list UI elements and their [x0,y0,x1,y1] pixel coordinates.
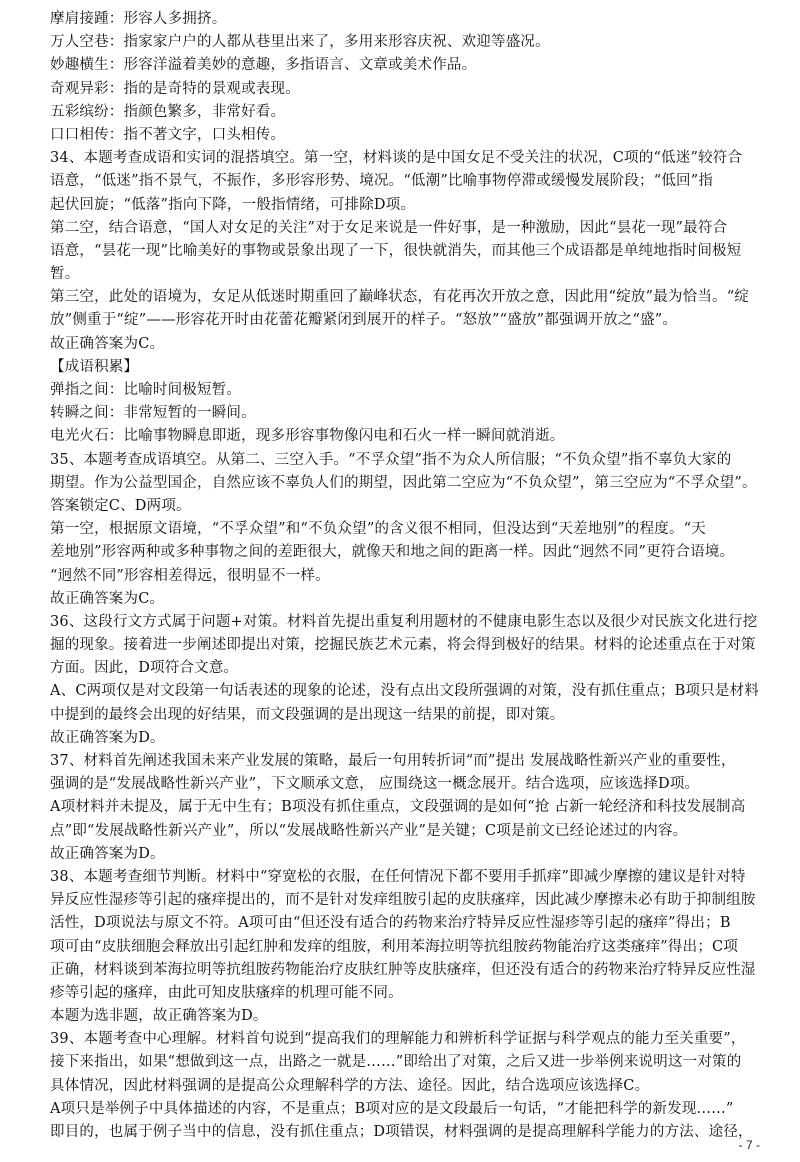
text-line: 故正确答案为C。 [50,590,165,607]
text-line: 摩肩接踵：形容人多拥挤。 [50,11,227,27]
text-line: 【成语积累】 [50,358,139,375]
text-line: 故正确答案为D。 [50,729,165,746]
text-line: 语意，“昙花一现”比喻美好的事物或景象出现了一下，很快就消失，而其他三个成语都是单纯地指时间极短 [50,242,742,259]
text-line: A项材料并未提及，属于无中生有；B项没有抓住重点，文段强调的是如何“抢 占新一轮经济和科技发展制高 [50,799,746,816]
text-line: 口口相传：指不著文字，口头相传。 [50,126,286,143]
text-line: 异反应性湿疹等引起的瘙痒提出的，而不是针对发痒组胺引起的皮肤瘙痒，因此减少摩擦未必有助于抑制组胺 [50,892,756,909]
text-line: 第二空，结合语意，“国人对女足的关注”对于女足来说是一件好事，是一种激励，因此“昙花一现”最符合 [50,219,728,236]
text-line: 具体情况，因此材料强调的是提高公众理解科学的方法、途径。因此，结合选项应该选择C。 [50,1077,650,1094]
text-line: 39、本题考查中心理解。材料首句说到“提高我们的理解能力和辨析科学证据与科学观点的能力至关重要”， [50,1031,746,1048]
text-line: 掘的现象。接着进一步阐述即提出对策，挖掘民族艺术元素，将会得到极好的结果。材料的论述重点在于对策 [50,637,756,654]
text-line: 妙趣横生：形容洋溢着美妙的意趣，多指语言、文章或美术作品。 [50,57,477,74]
page-number: - 7 - [738,1138,760,1152]
text-line: 强调的是“发展战略性新兴产业”，下文顺承文意， 应围绕这一概念展开。结合选项，应该选择D项。 [50,776,700,793]
text-line: 疹等引起的瘙痒，由此可知皮肤瘙痒的机理可能不同。 [50,984,403,1001]
text-line: 中提到的最终会出现的好结果，而文段强调的是出现这一结果的前提，即对策。 [50,706,565,723]
text-line: 接下来指出，如果“想做到这一点，出路之一就是……”即给出了对策，之后又进一步举例来说明这一对策的 [50,1054,742,1071]
text-line: 即目的，也属于例子当中的信息，没有抓住重点；D项错误，材料强调的是提高理解科学能力的方法、途径， [50,1124,753,1140]
text-line: 期望。作为公益型国企，自然应该不辜负人们的期望，因此第二空应为“不负众望”，第三空应为“不孚众望”。 [50,474,757,491]
text-line: 活性，D项说法与原文不符。A项可由“但还没有适合的药物来治疗特异反应性湿疹等引起的瘙痒”得出；B [50,915,731,932]
text-line: 35、本题考查成语填空。从第二、三空入手。“不孚众望”指不为众人所信服；“不负众望”指不辜负大家的 [50,451,732,468]
text-line: “迥然不同”形容相差得远，很明显不一样。 [50,567,330,584]
text-line: 37、材料首先阐述我国未来产业发展的策略，最后一句用转折词“而”提出 发展战略性新兴产业的重要性， [50,753,736,769]
text-line: 弹指之间：比喻时间极短暂。 [50,382,242,398]
text-line: 答案锁定C、D两项。 [50,497,191,514]
text-line: 34、本题考查成语和实词的混搭填空。第一空，材料谈的是中国女足不受关注的状况，C项的“低迷”较符合 [50,150,743,167]
text-line: 奇观异彩：指的是奇特的景观或表现。 [50,80,300,97]
text-line: 第三空，此处的语境为，女足从低迷时期重回了巅峰状态，有花再次开放之意，因此用“绽放”最为恰当。“绽 [50,289,750,306]
text-line: A、C两项仅是对文段第一句话表述的现象的论述，没有点出文段所强调的对策，没有抓住重点；B项只是材料 [50,683,760,700]
text-line: 转瞬之间：非常短暂的一瞬间。 [50,405,256,422]
text-line: 五彩缤纷：指颜色繁多，非常好看。 [50,103,286,120]
text-line: 方面。因此，D项符合文意。 [50,660,239,677]
text-line: 暂。 [50,266,80,283]
text-line: 本题为选非题，故正确答案为D。 [50,1008,268,1025]
text-line: 放”侧重于“绽”——形容花开时由花蕾花瓣紧闭到展开的样子。“怒放”“盛放”都强调开放之“盛”。 [50,312,678,329]
text-line: 故正确答案为C。 [50,335,165,352]
text-line: 万人空巷：指家家户户的人都从巷里出来了，多用来形容庆祝、欢迎等盛况。 [50,34,550,51]
text-line: 故正确答案为D。 [50,845,165,862]
text-line: 电光火石：比喻事物瞬息即逝，现多形容事物像闪电和石火一样一瞬间就消逝。 [50,428,565,445]
text-line: 点”即“发展战略性新兴产业”，所以“发展战略性新兴产业”是关键；C项是前文已经论述过的内容。 [50,822,688,839]
document-body [50,8,782,1144]
text-line: 38、本题考查细节判断。材料中“穿宽松的衣服，在任何情况下都不要用手抓痒”即减少摩擦的建议是针对特 [50,868,746,885]
text-line: 起伏回旋；“低落”指向下降，一般指情绪，可排除D项。 [50,196,416,213]
text-line: 语意，“低迷”指不景气，不振作，多形容形势、境况。“低潮”比喻事物停滞或缓慢发展阶段；“低回”指 [50,173,714,190]
text-line: A项只是举例子中具体描述的内容，不是重点；B项对应的是文段最后一句话，“才能把科学的新发现……” [50,1100,734,1117]
text-line: 36、这段行文方式属于问题+对策。材料首先提出重复利用题材的不健康电影生态以及很少对民族文化进行挖 [50,613,758,630]
text-line: 正确，材料谈到苯海拉明等抗组胺药物能治疗皮肤红肿等皮肤瘙痒，但还没有适合的药物来治疗特异反应性湿 [50,961,756,978]
text-line: 项可由“皮肤细胞会释放出引起红肿和发痒的组胺，利用苯海拉明等抗组胺药物能治疗这类瘙痒”得出；C项 [50,938,739,955]
text-line: 差地别”形容两种或多种事物之间的差距很大，就像天和地之间的距离一样。因此“迥然不同”更符合语境。 [50,544,735,561]
text-line: 第一空，根据原文语境，“不孚众望”和“不负众望”的含义很不相同，但没达到“天差地别”的程度。“天 [50,521,706,538]
